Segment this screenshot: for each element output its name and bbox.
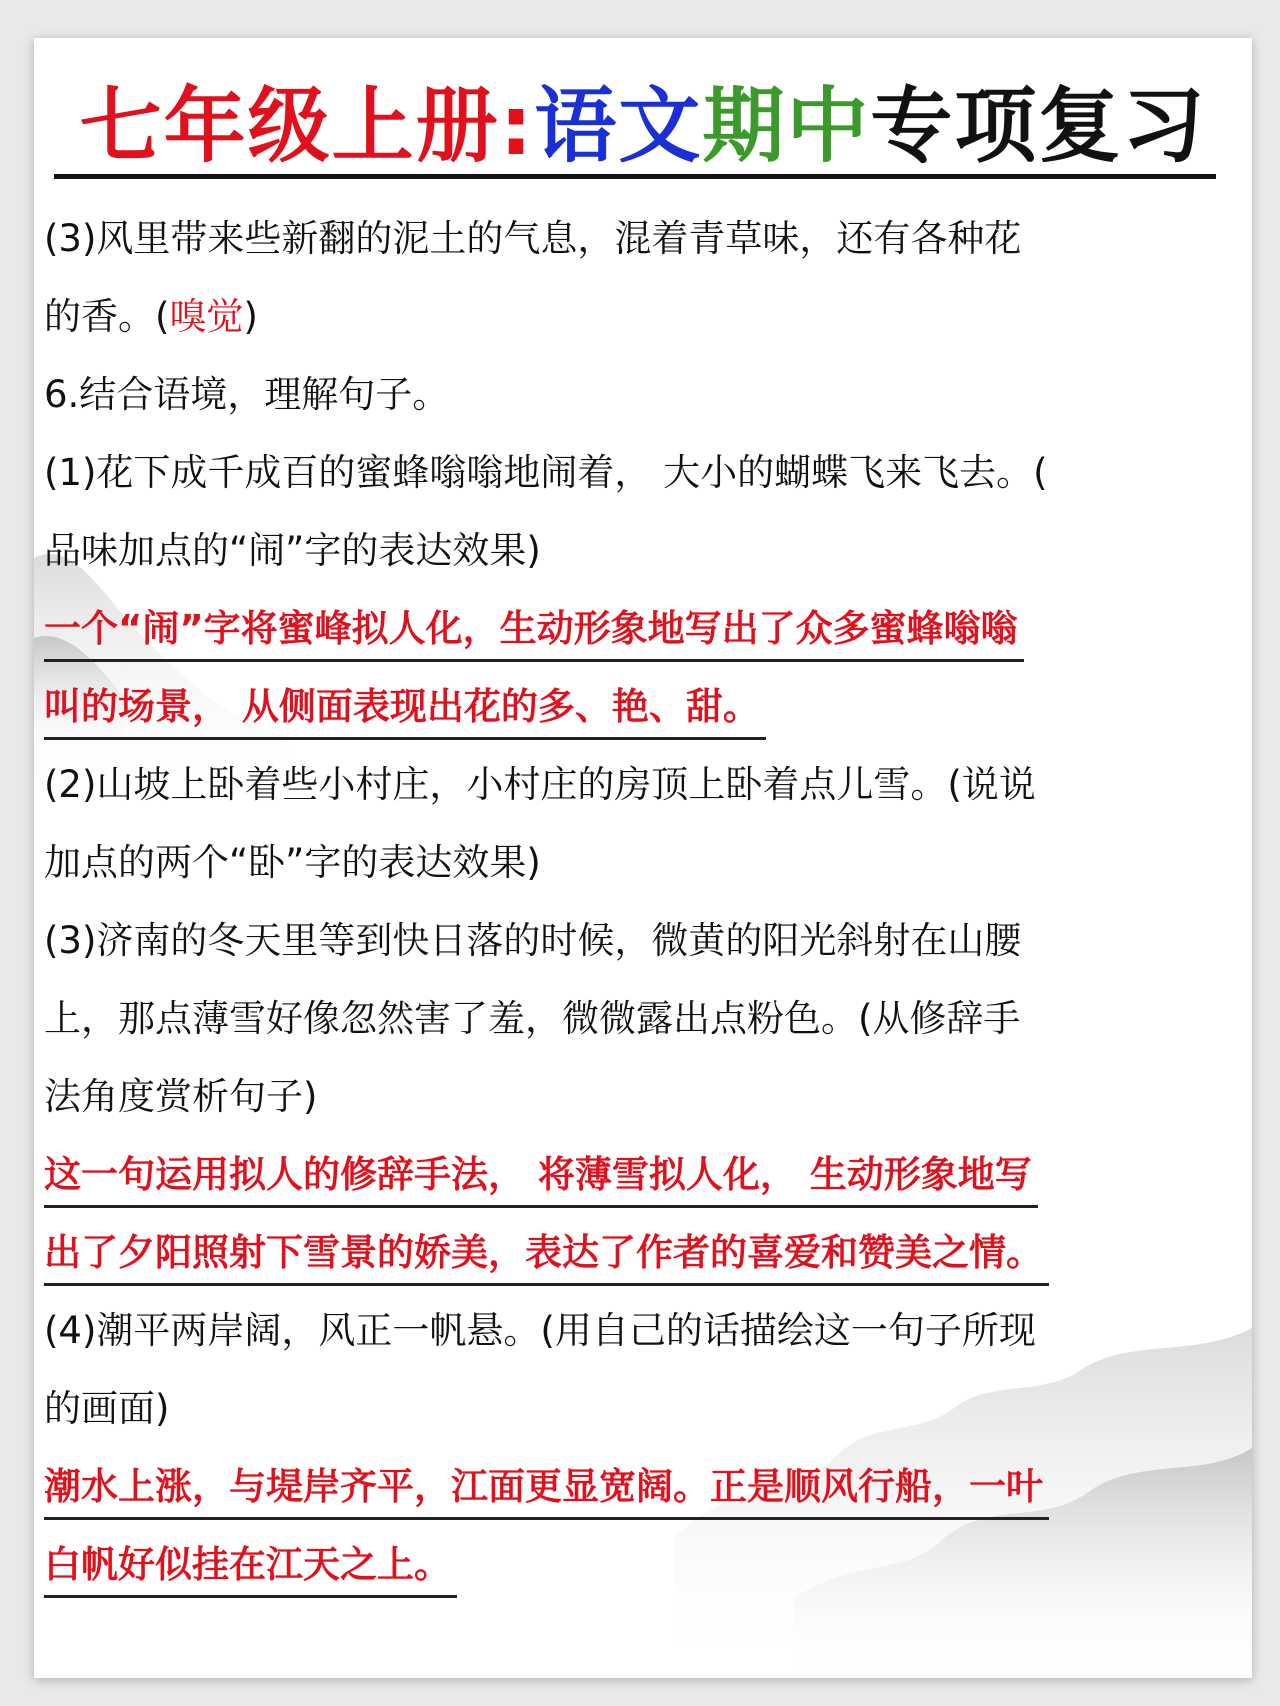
answer-line <box>44 1448 1224 1526</box>
answer-line <box>44 590 1224 668</box>
title-midterm: 期中 <box>702 79 871 174</box>
answer-line <box>44 668 1224 746</box>
text-line: 加点的两个“卧”字的表达效果) <box>44 841 541 884</box>
answer-text: 潮水上涨，与堤岸齐平，江面更显宽阔。正是顺风行船，一叶 <box>44 1457 1049 1520</box>
question-heading: 6.结合语境，理解句子。 <box>44 373 450 416</box>
content-body <box>44 200 1224 1604</box>
title-grade: 七年级上册: <box>79 79 535 174</box>
line-text: ) <box>243 295 258 338</box>
answer-text: 一个“闹”字将蜜峰拟人化，生动形象地写出了众多蜜蜂嗡嗡 <box>44 599 1024 662</box>
text-line: (4)潮平两岸阔，风正一帆悬。(用自己的话描绘这一句子所现 <box>44 1309 1036 1352</box>
answer-line <box>44 1526 1224 1604</box>
title-review: 专项复习 <box>870 79 1207 174</box>
line-text: 的香。( <box>44 295 170 338</box>
answer-line <box>44 1136 1224 1214</box>
answer-text: 出了夕阳照射下雪景的娇美，表达了作者的喜爱和赞美之情。 <box>44 1223 1049 1286</box>
title-subject: 语文 <box>534 79 703 174</box>
text-line: 品味加点的“闹”字的表达效果) <box>44 529 541 572</box>
text-line: (2)山坡上卧着些小村庄，小村庄的房顶上卧着点儿雪。(说说 <box>44 763 1036 806</box>
text-line: (3)济南的冬天里等到快日落的时候，微黄的阳光斜射在山腰 <box>44 919 1022 962</box>
worksheet-page <box>34 38 1252 1678</box>
answer-text: 白帆好似挂在江天之上。 <box>44 1535 457 1598</box>
page-title <box>34 72 1252 182</box>
text-line <box>44 278 1224 356</box>
text-line: 的画面) <box>44 1387 170 1430</box>
text-line: (3)风里带来些新翻的泥土的气息，混着青草味，还有各种花 <box>44 217 1022 260</box>
text-line: 上，那点薄雪好像忽然害了羞，微微露出点粉色。(从修辞手 <box>44 997 1021 1040</box>
text-line: (1)花下成千成百的蜜蜂嗡嗡地闹着， 大小的蝴蝶飞来飞去。( <box>44 451 1048 494</box>
answer-line <box>44 1214 1224 1292</box>
title-divider <box>54 174 1216 179</box>
answer-text: 这一句运用拟人的修辞手法， 将薄雪拟人化， 生动形象地写 <box>44 1145 1038 1208</box>
text-line: 法角度赏析句子) <box>44 1075 318 1118</box>
sense-answer: 嗅觉 <box>169 295 244 338</box>
answer-text: 叫的场景， 从侧面表现出花的多、艳、甜。 <box>44 677 766 740</box>
